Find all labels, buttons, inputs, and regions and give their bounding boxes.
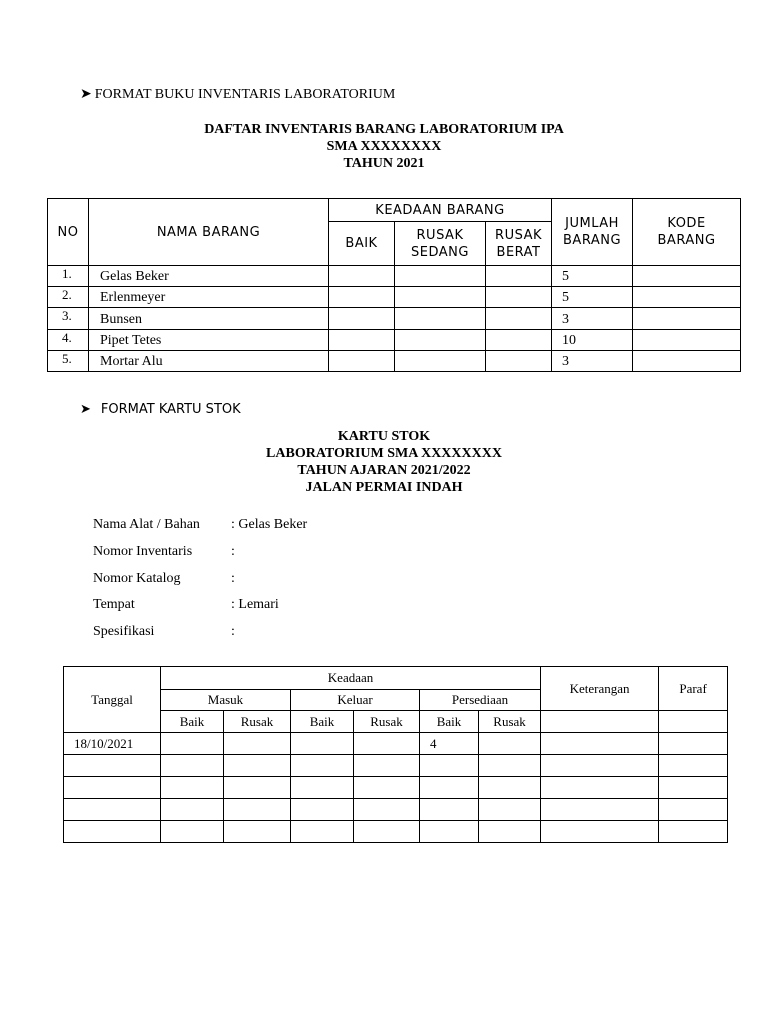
outgoing-damaged-cell bbox=[354, 821, 420, 843]
incoming-good-cell bbox=[161, 755, 224, 777]
header-no: NO bbox=[48, 199, 89, 266]
header-quantity-line: JUMLAH bbox=[565, 216, 619, 231]
stock-row bbox=[64, 821, 728, 843]
inventory-row bbox=[48, 287, 741, 308]
arrow-bullet-icon: ➤ bbox=[80, 402, 91, 417]
heavy-damage-cell bbox=[486, 287, 552, 308]
signature-cell bbox=[659, 755, 728, 777]
header-code-line: BARANG bbox=[657, 233, 716, 248]
stock-date-cell bbox=[64, 821, 161, 843]
header-good: BAIK bbox=[329, 222, 395, 266]
stock-card-format-heading bbox=[80, 402, 241, 417]
inventory-title-block bbox=[0, 121, 768, 172]
inventory-row bbox=[48, 266, 741, 287]
stock-damaged-cell bbox=[479, 821, 541, 843]
stock-card-format-heading-text: FORMAT KARTU STOK bbox=[100, 402, 241, 417]
row-number: 3. bbox=[48, 308, 89, 330]
stock-subheader-row bbox=[64, 711, 728, 733]
moderate-damage-cell bbox=[395, 308, 486, 330]
stock-good-cell: 4 bbox=[420, 733, 479, 755]
header-outgoing: Keluar bbox=[291, 690, 420, 711]
quantity-cell: 3 bbox=[552, 351, 633, 372]
info-label-inventory-number: Nomor Inventaris bbox=[93, 544, 193, 559]
item-name: Gelas Beker bbox=[89, 266, 329, 287]
stock-row bbox=[64, 777, 728, 799]
header-notes: Keterangan bbox=[541, 667, 659, 711]
signature-cell bbox=[659, 821, 728, 843]
moderate-damage-cell bbox=[395, 351, 486, 372]
signature-blank-cell bbox=[659, 711, 728, 733]
good-cell bbox=[329, 266, 395, 287]
header-heavy-damage-line: BERAT bbox=[496, 244, 541, 260]
inventory-format-heading-text: FORMAT BUKU INVENTARIS LABORATORIUM bbox=[94, 87, 396, 102]
row-number: 4. bbox=[48, 330, 89, 351]
info-label-catalog-number: Nomor Katalog bbox=[93, 571, 181, 586]
incoming-damaged-cell bbox=[224, 733, 291, 755]
header-code bbox=[633, 199, 741, 266]
header-stock-good: Baik bbox=[420, 711, 479, 733]
code-cell bbox=[633, 308, 741, 330]
stock-date-cell bbox=[64, 777, 161, 799]
header-outgoing-good: Baik bbox=[291, 711, 354, 733]
code-cell bbox=[633, 351, 741, 372]
good-cell bbox=[329, 287, 395, 308]
outgoing-damaged-cell bbox=[354, 777, 420, 799]
incoming-damaged-cell bbox=[224, 755, 291, 777]
stock-damaged-cell bbox=[479, 799, 541, 821]
info-value-inventory-number: : bbox=[231, 544, 235, 559]
info-value-specification: : bbox=[231, 624, 235, 639]
info-value-catalog-number: : bbox=[231, 571, 235, 586]
stock-card-title-line: LABORATORIUM SMA XXXXXXXX bbox=[266, 446, 502, 461]
incoming-good-cell bbox=[161, 777, 224, 799]
notes-cell bbox=[541, 821, 659, 843]
outgoing-good-cell bbox=[291, 733, 354, 755]
inventory-format-heading bbox=[80, 86, 395, 103]
code-cell bbox=[633, 330, 741, 351]
outgoing-good-cell bbox=[291, 821, 354, 843]
header-signature: Paraf bbox=[659, 667, 728, 711]
moderate-damage-cell bbox=[395, 266, 486, 287]
stock-damaged-cell bbox=[479, 755, 541, 777]
heavy-damage-cell bbox=[486, 308, 552, 330]
good-cell bbox=[329, 308, 395, 330]
stock-damaged-cell bbox=[479, 777, 541, 799]
notes-cell bbox=[541, 733, 659, 755]
inventory-row bbox=[48, 330, 741, 351]
item-name: Bunsen bbox=[89, 308, 329, 330]
stock-good-cell bbox=[420, 777, 479, 799]
stock-card-title-line: TAHUN AJARAN 2021/2022 bbox=[297, 463, 471, 478]
stock-good-cell bbox=[420, 821, 479, 843]
row-number: 1. bbox=[48, 266, 89, 287]
header-quantity bbox=[552, 199, 633, 266]
stock-good-cell bbox=[420, 799, 479, 821]
header-stock-condition: Keadaan bbox=[161, 667, 541, 690]
item-name: Pipet Tetes bbox=[89, 330, 329, 351]
signature-cell bbox=[659, 777, 728, 799]
stock-header-row bbox=[64, 667, 728, 690]
quantity-cell: 5 bbox=[552, 287, 633, 308]
stock-damaged-cell bbox=[479, 733, 541, 755]
stock-row bbox=[64, 733, 728, 755]
outgoing-damaged-cell bbox=[354, 755, 420, 777]
outgoing-damaged-cell bbox=[354, 799, 420, 821]
info-label-specification: Spesifikasi bbox=[93, 624, 155, 639]
header-heavy-damage bbox=[486, 222, 552, 266]
stock-good-cell bbox=[420, 755, 479, 777]
moderate-damage-cell bbox=[395, 287, 486, 308]
good-cell bbox=[329, 330, 395, 351]
inventory-row bbox=[48, 351, 741, 372]
inventory-title-line: DAFTAR INVENTARIS BARANG LABORATORIUM IPA bbox=[204, 122, 564, 137]
inventory-title-line: TAHUN 2021 bbox=[343, 156, 425, 171]
stock-row bbox=[64, 755, 728, 777]
header-moderate-damage-line: RUSAK bbox=[416, 227, 464, 243]
info-label-location: Tempat bbox=[93, 597, 135, 612]
code-cell bbox=[633, 287, 741, 308]
header-stock-damaged: Rusak bbox=[479, 711, 541, 733]
incoming-damaged-cell bbox=[224, 777, 291, 799]
arrow-bullet-icon: ➤ bbox=[80, 87, 92, 102]
header-outgoing-damaged: Rusak bbox=[354, 711, 420, 733]
incoming-damaged-cell bbox=[224, 799, 291, 821]
quantity-cell: 3 bbox=[552, 308, 633, 330]
notes-cell bbox=[541, 777, 659, 799]
notes-cell bbox=[541, 799, 659, 821]
header-date: Tanggal bbox=[64, 667, 161, 733]
heavy-damage-cell bbox=[486, 266, 552, 287]
outgoing-good-cell bbox=[291, 799, 354, 821]
inventory-table bbox=[47, 198, 741, 372]
signature-cell bbox=[659, 799, 728, 821]
stock-card-title-block bbox=[0, 428, 768, 496]
incoming-damaged-cell bbox=[224, 821, 291, 843]
row-number: 5. bbox=[48, 351, 89, 372]
stock-row bbox=[64, 799, 728, 821]
quantity-cell: 10 bbox=[552, 330, 633, 351]
stock-date-cell: 18/10/2021 bbox=[64, 733, 161, 755]
heavy-damage-cell bbox=[486, 351, 552, 372]
item-name: Mortar Alu bbox=[89, 351, 329, 372]
header-incoming: Masuk bbox=[161, 690, 291, 711]
info-value-location: : Lemari bbox=[231, 597, 279, 612]
signature-cell bbox=[659, 733, 728, 755]
info-value-item-name: : Gelas Beker bbox=[231, 517, 308, 532]
quantity-cell: 5 bbox=[552, 266, 633, 287]
stock-card-title-line: JALAN PERMAI INDAH bbox=[305, 480, 463, 495]
header-stock: Persediaan bbox=[420, 690, 541, 711]
stock-card-title-line: KARTU STOK bbox=[337, 429, 431, 444]
outgoing-good-cell bbox=[291, 777, 354, 799]
header-incoming-good: Baik bbox=[161, 711, 224, 733]
incoming-good-cell bbox=[161, 733, 224, 755]
stock-date-cell bbox=[64, 799, 161, 821]
outgoing-good-cell bbox=[291, 755, 354, 777]
item-name: Erlenmeyer bbox=[89, 287, 329, 308]
header-code-line: KODE bbox=[667, 216, 706, 231]
incoming-good-cell bbox=[161, 799, 224, 821]
code-cell bbox=[633, 266, 741, 287]
inventory-title-line: SMA XXXXXXXX bbox=[326, 139, 442, 154]
header-moderate-damage bbox=[395, 222, 486, 266]
row-number: 2. bbox=[48, 287, 89, 308]
info-label-item-name: Nama Alat / Bahan bbox=[93, 517, 200, 532]
inventory-row bbox=[48, 308, 741, 330]
heavy-damage-cell bbox=[486, 330, 552, 351]
moderate-damage-cell bbox=[395, 330, 486, 351]
header-moderate-damage-line: SEDANG bbox=[411, 244, 469, 260]
notes-cell bbox=[541, 755, 659, 777]
incoming-good-cell bbox=[161, 821, 224, 843]
inventory-header-row bbox=[48, 199, 741, 222]
stock-card-table bbox=[63, 666, 728, 843]
header-quantity-line: BARANG bbox=[563, 233, 622, 248]
stock-date-cell bbox=[64, 755, 161, 777]
good-cell bbox=[329, 351, 395, 372]
header-heavy-damage-line: RUSAK bbox=[495, 227, 542, 243]
notes-blank-cell bbox=[541, 711, 659, 733]
header-incoming-damaged: Rusak bbox=[224, 711, 291, 733]
outgoing-damaged-cell bbox=[354, 733, 420, 755]
header-condition: KEADAAN BARANG bbox=[329, 199, 552, 222]
header-item-name: NAMA BARANG bbox=[89, 199, 329, 266]
